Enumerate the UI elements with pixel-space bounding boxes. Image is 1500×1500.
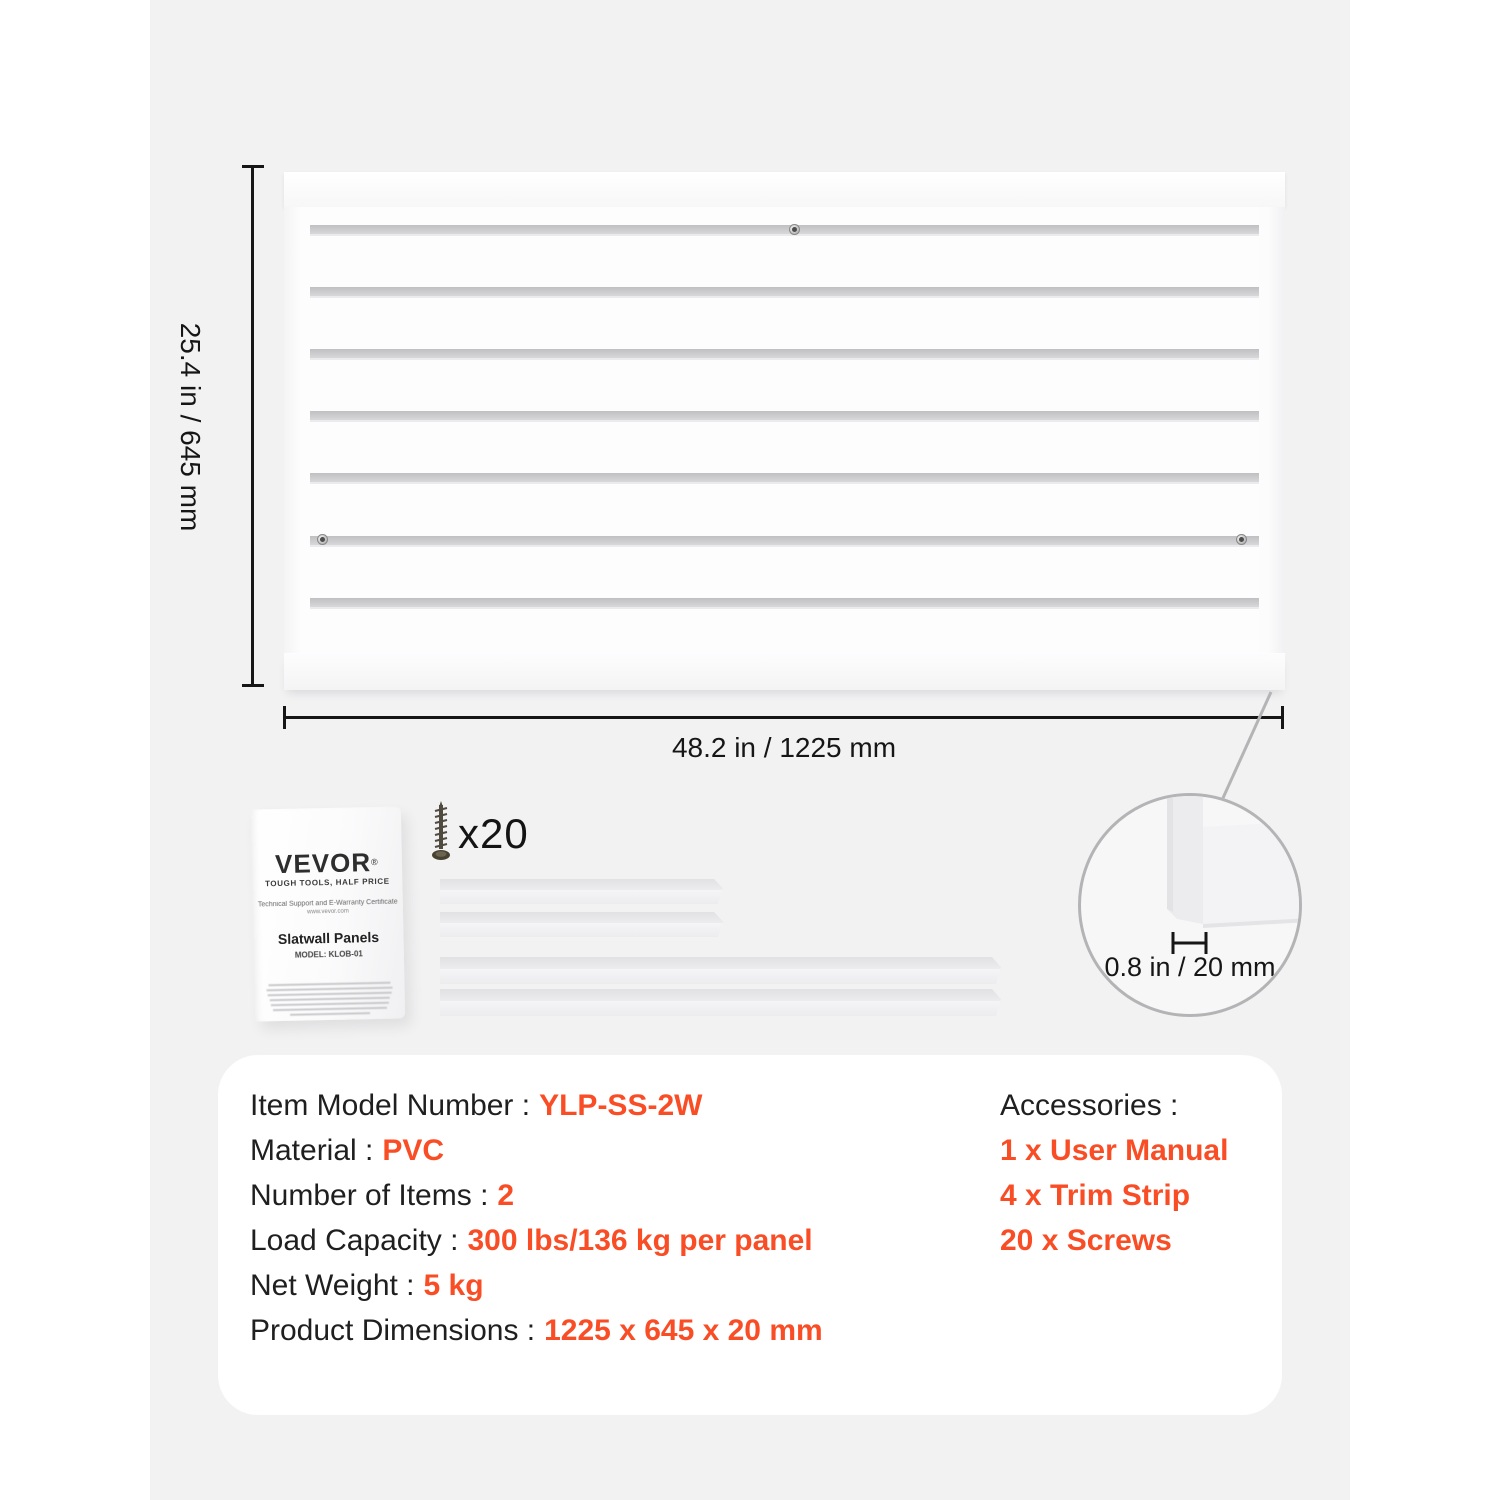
- width-dimension-line: [284, 716, 1284, 719]
- trim-strip: [440, 989, 1001, 1016]
- manual-support-line: Technical Support and E-Warranty Certificate: [257, 898, 398, 909]
- height-dimension-line: [251, 167, 254, 687]
- trim-strip: [440, 912, 723, 937]
- spec-value: YLP-SS-2W: [539, 1089, 703, 1122]
- slat-groove: [310, 349, 1259, 358]
- user-manual: [251, 806, 405, 1021]
- panel-right-rail: [1259, 207, 1285, 653]
- spec-row: [250, 1128, 823, 1173]
- spec-label: Number of Items :: [250, 1179, 489, 1212]
- spec-list: [250, 1083, 823, 1353]
- slat-groove: [310, 536, 1259, 545]
- spec-row: [250, 1083, 823, 1128]
- panel-bottom-trim: [284, 653, 1285, 690]
- spec-label: Product Dimensions :: [250, 1314, 536, 1347]
- slat-groove: [310, 411, 1259, 420]
- panel-top-trim: [284, 172, 1285, 207]
- registered-mark: ®: [371, 856, 379, 868]
- accessory-item: 4 x Trim Strip: [1000, 1179, 1191, 1212]
- vevor-logo: VEVOR®: [274, 847, 379, 880]
- spec-value: 2: [497, 1179, 515, 1212]
- screw-count-label: x20: [458, 810, 529, 857]
- spec-label: Load Capacity :: [250, 1224, 459, 1257]
- spec-label: Net Weight :: [250, 1269, 415, 1302]
- spec-row: [250, 1263, 823, 1308]
- slat-groove: [310, 598, 1259, 607]
- thickness-detail-circle: [1078, 793, 1302, 1017]
- accessory-item: 1 x User Manual: [1000, 1134, 1229, 1167]
- width-dimension-cap-left: [283, 706, 286, 729]
- spec-row: [250, 1218, 823, 1263]
- trim-strip: [440, 957, 1001, 984]
- spec-value: PVC: [382, 1134, 445, 1167]
- accessory-item: 20 x Screws: [1000, 1224, 1172, 1257]
- manual-model-line: MODEL: KLOB-01: [294, 949, 363, 960]
- accessories-header: Accessories :: [1000, 1089, 1179, 1122]
- spec-value: 1225 x 645 x 20 mm: [544, 1314, 823, 1347]
- spec-label: Material :: [250, 1134, 374, 1167]
- spec-value: 5 kg: [423, 1269, 484, 1302]
- spec-card: [218, 1055, 1282, 1415]
- spec-label: Item Model Number :: [250, 1089, 531, 1122]
- height-dimension-label: 25.4 in / 645 mm: [175, 322, 206, 532]
- manual-title: Slatwall Panels: [277, 928, 380, 948]
- accessories-list: [1000, 1083, 1228, 1263]
- panel-left-rail: [284, 207, 310, 653]
- spec-row: [250, 1308, 823, 1353]
- spec-row: [250, 1173, 823, 1218]
- manual-slogan: TOUGH TOOLS, HALF PRICE: [264, 876, 390, 889]
- height-dimension-cap-bottom: [242, 684, 264, 687]
- mounting-screw-dot: [1236, 534, 1247, 545]
- detail-leader-line: [1215, 688, 1279, 804]
- slat-groove: [310, 473, 1259, 482]
- thickness-dimension-label: 0.8 in / 20 mm: [1104, 952, 1276, 982]
- spec-value: 300 lbs/136 kg per panel: [467, 1224, 813, 1257]
- width-dimension-label: 48.2 in / 1225 mm: [671, 732, 897, 763]
- slat-groove: [310, 287, 1259, 296]
- manual-fine-print: [254, 981, 405, 1016]
- width-dimension-cap-right: [1281, 706, 1284, 729]
- height-dimension-cap-top: [242, 165, 264, 168]
- manual-website: www.vevor.com: [307, 908, 349, 916]
- panel-edge-profile: [1081, 796, 1302, 1017]
- mounting-screw-dot: [789, 224, 800, 235]
- trim-strip: [440, 879, 723, 904]
- screw-icon: [428, 800, 454, 864]
- mounting-screw-dot: [317, 534, 328, 545]
- slatwall-panel-diagram: [310, 207, 1259, 653]
- slat-groove: [310, 225, 1259, 234]
